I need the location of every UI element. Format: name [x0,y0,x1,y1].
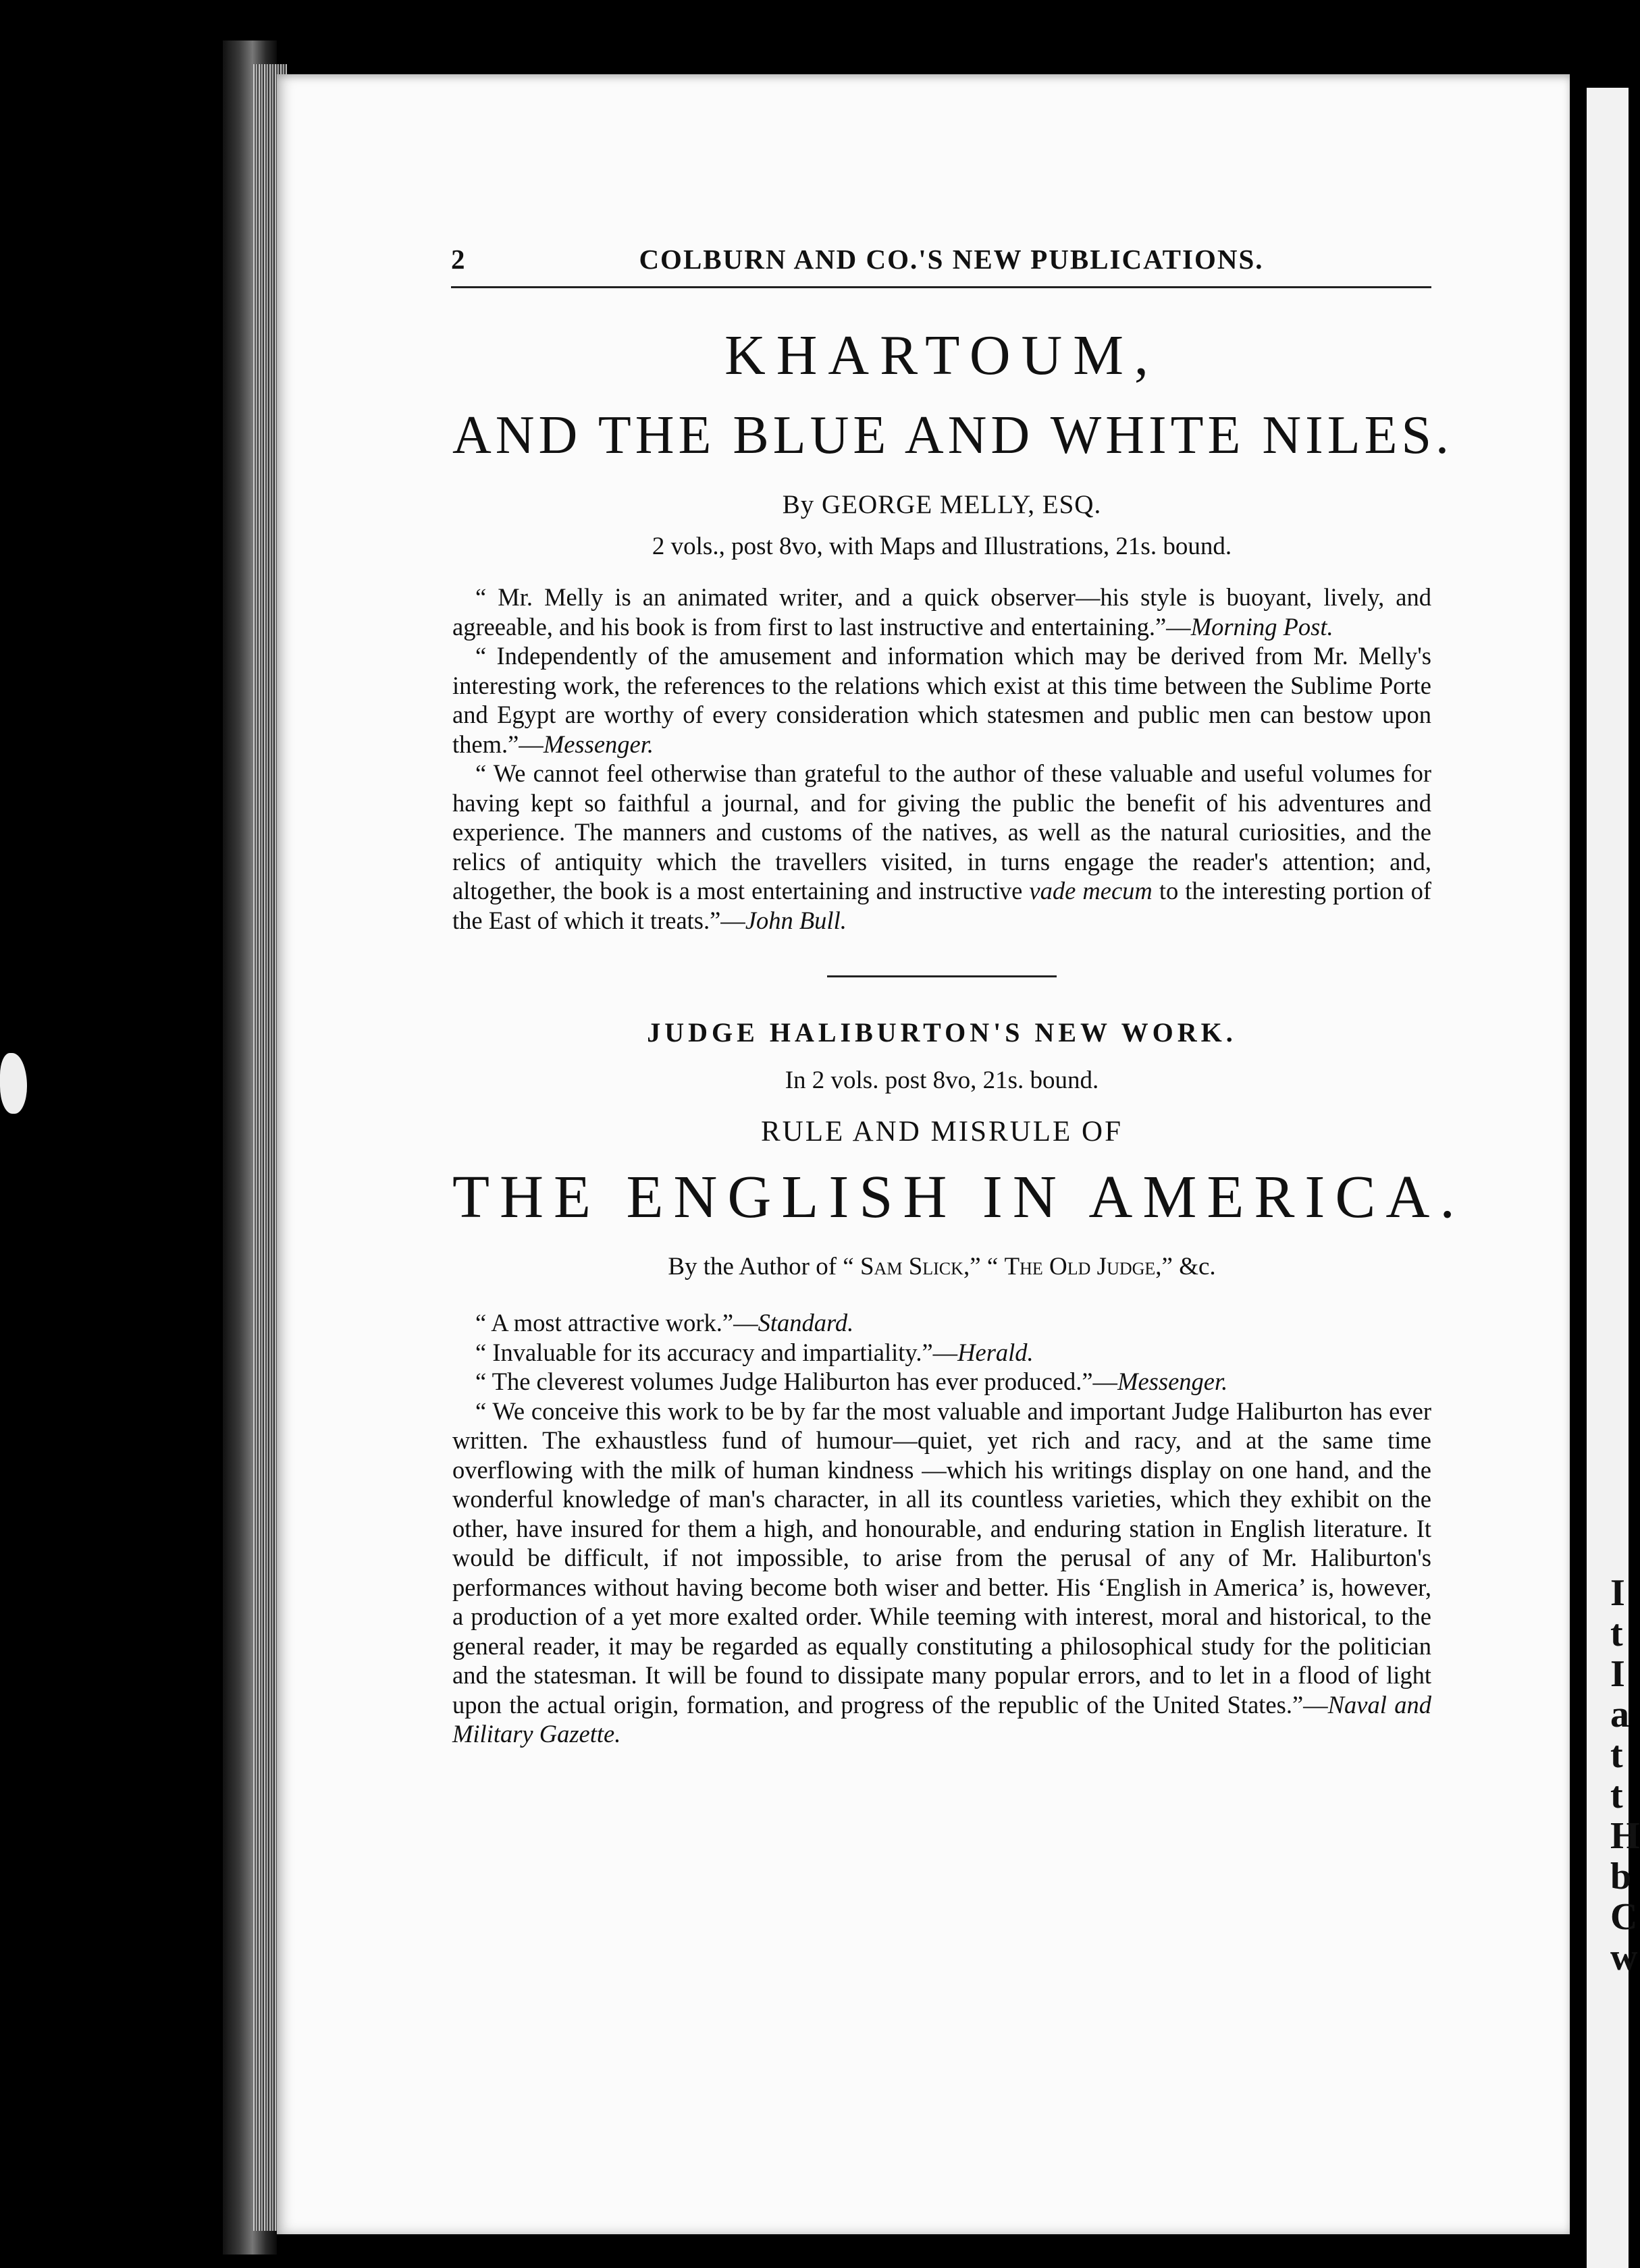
page-number: 2 [451,244,467,275]
review-paragraph [452,1308,1431,1338]
page-content [451,243,1465,1749]
book1-title-line1: KHARTOUM, [724,324,1159,387]
review-source: John Bull. [745,906,847,934]
facing-page-text [1610,1572,1640,1978]
book2-title-line2: THE ENGLISH IN AMERICA. [452,1164,1465,1231]
facing-letter: t [1610,1613,1623,1654]
review-text: “ Mr. Melly is an animated writer, and a quick observer—his style is buoyant, lively, and agreeable, and his book is from first to last instructive and entertaining.”— [452,583,1431,641]
scan-artifact [0,1053,27,1114]
facing-letter: C [1610,1896,1638,1938]
review-text: “ Invaluable for its accuracy and impartiality.”— [475,1338,958,1366]
facing-letter: b [1610,1856,1632,1897]
byline-work-title: Sam Slick [859,1253,963,1280]
running-head [451,243,1431,288]
review-paragraph [452,641,1431,759]
facing-letter: I [1610,1653,1625,1695]
review-text: “ We cannot feel otherwise than grateful to the author of these valuable and useful volumes for having kept so faithful a journal, and for giving the public the benefit of his adventures and experience. The manners and customs of the natives, as well as the natural curiosities, and the relics of antiquity which the travellers visited, in turns engage the reader's attention; and, altogether, the book is a most entertaining and instructive [452,759,1431,905]
review-italic-phrase: vade mecum [1029,877,1153,905]
facing-letter: I [1610,1572,1625,1614]
review-source: Messenger. [1117,1368,1228,1395]
review-text: “ The cleverest volumes Judge Haliburton has ever produced.”— [475,1368,1118,1395]
facing-letter: H [1610,1815,1640,1857]
review-paragraph [452,583,1431,641]
byline-text: By the Author of “ [668,1253,860,1280]
facing-letter: t [1610,1775,1623,1816]
running-head-title: COLBURN AND CO.'S NEW PUBLICATIONS. [639,244,1264,275]
review-source: Herald. [957,1338,1034,1366]
review-source: Messenger. [543,730,654,758]
review-paragraph [452,1397,1431,1749]
review-source: Standard. [758,1309,854,1336]
section-divider [827,975,1057,977]
facing-letter: a [1610,1694,1629,1735]
review-paragraph [452,1338,1431,1368]
review-paragraph [452,1367,1431,1397]
review-paragraph [452,759,1431,935]
book1-title-line2: AND THE BLUE AND WHITE NILES. [452,406,1454,465]
byline-text: ,” &c. [1155,1253,1216,1280]
byline-text: ,” “ [963,1253,1005,1280]
book2-byline [452,1252,1431,1281]
book2-publication-info: In 2 vols. post 8vo, 21s. bound. [785,1066,1099,1094]
review-source: Morning Post. [1190,612,1333,641]
book2-reviews [452,1308,1431,1749]
review-text: “ We conceive this work to be by far the most valuable and important Judge Haliburton has ever written. The exhaustless fund of humour—quiet, yet rich and racy, and at the same time overflowing with the milk of human kindness —which his writings display on one hand, and the wonderful knowledge of man's character, in all its countless varieties, which they exhibit on the other, have insured for them a high, and honourable, and enduring station in English literature. It would be difficult, if not impossible, to arise from the perusal of any of Mr. Haliburton's performances without having become both wiser and better. His ‘English in America’ is, however, a production of a yet more exalted order. While teeming with interest, moral and historical, to the general reader, it may be regarded as equally constituting a philosophical study for the politician and the statesman. It will be found to dissipate many popular errors, and to let in a flood of light upon the actual origin, formation, and progress of the republic of the United States.”— [452,1397,1431,1719]
book1-reviews [452,583,1431,935]
byline-work-title: The Old Judge [1004,1253,1156,1280]
review-text: to the interesting portion of the East of which it treats.”— [452,877,1431,934]
facing-letter: t [1610,1734,1623,1776]
review-source: Naval and Military Gazette. [452,1690,1431,1748]
book1-publication-info: 2 vols., post 8vo, with Maps and Illustrations, 21s. bound. [652,533,1232,560]
facing-letter: w [1610,1937,1638,1978]
book2-title-line1: RULE AND MISRULE OF [760,1116,1123,1148]
review-text: “ Independently of the amusement and information which may be derived from Mr. Melly's interesting work, the references to the relations which exist at this time between the Sublime Porte and Egypt are worthy of every consideration which statesmen and public men can bestow upon them.”— [452,642,1431,758]
book2-series-heading: JUDGE HALIBURTON'S NEW WORK. [647,1017,1237,1048]
review-text: “ A most attractive work.”— [475,1309,758,1336]
book1-byline: By GEORGE MELLY, ESQ. [782,490,1102,519]
